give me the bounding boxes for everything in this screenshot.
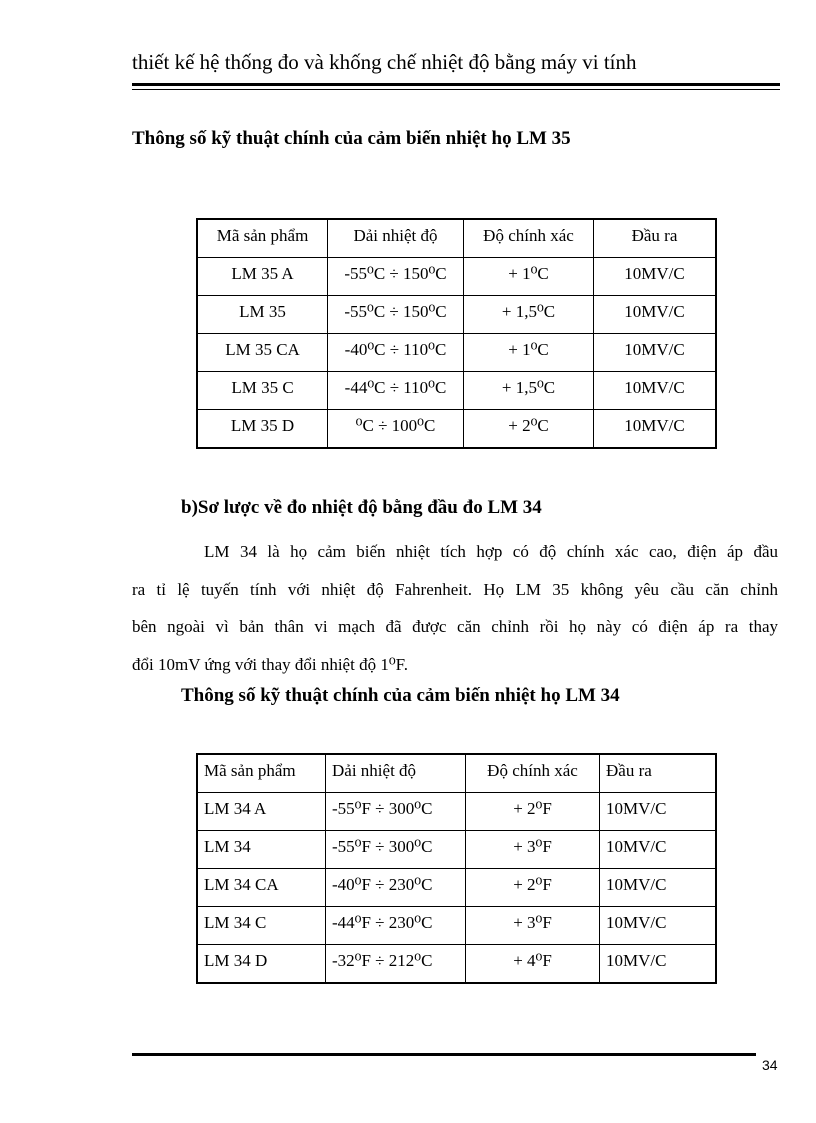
table-cell: 10MV/C [600, 793, 716, 831]
table-row [198, 869, 716, 907]
table-cell: 10MV/C [600, 907, 716, 945]
paragraph-line: đổi 10mV ứng với thay đổi nhiệt độ 1⁰F. [132, 654, 408, 674]
table-row [198, 296, 716, 334]
table-cell: + 3⁰F [466, 831, 600, 869]
table-cell: LM 35 CA [198, 334, 328, 372]
paragraph-line: ra tỉ lệ tuyến tính với nhiệt độ Fahrenheit. Họ LM 35 không yêu cầu căn chỉnh [132, 579, 778, 599]
table-cell: + 2⁰C [464, 410, 594, 448]
table-cell: 10MV/C [594, 296, 716, 334]
column-header: Mã sản phẩm [198, 220, 328, 258]
paragraph-line: bên ngoài vì bản thân vi mạch đã được căn chỉnh rồi họ này có điện áp ra thay [132, 617, 778, 636]
table-cell: 10MV/C [600, 945, 716, 983]
table-cell: LM 34 A [198, 793, 326, 831]
lm34-spec-table [197, 754, 716, 983]
table-header-row [198, 220, 716, 258]
table-cell: 10MV/C [594, 334, 716, 372]
table-cell: + 3⁰F [466, 907, 600, 945]
table-cell: LM 34 CA [198, 869, 326, 907]
table-cell: -44⁰C ÷ 110⁰C [328, 372, 464, 410]
column-header: Mã sản phẩm [198, 755, 326, 793]
table-row [198, 907, 716, 945]
column-header: Đầu ra [594, 220, 716, 258]
table-cell: + 2⁰F [466, 793, 600, 831]
lm34-table-heading: Thông số kỹ thuật chính của cảm biến nhiệt họ LM 34 [181, 685, 620, 706]
table-cell: -55⁰F ÷ 300⁰C [326, 793, 466, 831]
section-b-heading: b)Sơ lược về đo nhiệt độ bằng đầu đo LM 34 [181, 497, 542, 518]
table-cell: -32⁰F ÷ 212⁰C [326, 945, 466, 983]
table-cell: -55⁰C ÷ 150⁰C [328, 258, 464, 296]
table-cell: 10MV/C [594, 372, 716, 410]
table-cell: + 1⁰C [464, 334, 594, 372]
paragraph-line: LM 34 là họ cảm biến nhiệt tích hợp có độ chính xác cao, điện áp đầu [204, 542, 778, 561]
table-row [198, 945, 716, 983]
table-cell: 10MV/C [594, 410, 716, 448]
table-cell: 10MV/C [600, 831, 716, 869]
table-cell: + 1⁰C [464, 258, 594, 296]
table-cell: ⁰C ÷ 100⁰C [328, 410, 464, 448]
header-rule-thick [132, 83, 780, 86]
table-cell: LM 35 D [198, 410, 328, 448]
table-cell: -40⁰F ÷ 230⁰C [326, 869, 466, 907]
table-cell: + 2⁰F [466, 869, 600, 907]
table-cell: LM 34 [198, 831, 326, 869]
table-cell: -44⁰F ÷ 230⁰C [326, 907, 466, 945]
table-cell: LM 34 D [198, 945, 326, 983]
table-row [198, 258, 716, 296]
column-header: Dải nhiệt độ [328, 220, 464, 258]
table-cell: LM 34 C [198, 907, 326, 945]
table-cell: + 4⁰F [466, 945, 600, 983]
table-header-row [198, 755, 716, 793]
table-cell: + 1,5⁰C [464, 296, 594, 334]
lm35-table-heading: Thông số kỹ thuật chính của cảm biến nhiệt họ LM 35 [132, 128, 571, 149]
section-b-paragraph [132, 533, 778, 683]
table-cell: -40⁰C ÷ 110⁰C [328, 334, 464, 372]
table-cell: LM 35 [198, 296, 328, 334]
footer-rule [132, 1053, 756, 1056]
table-row [198, 372, 716, 410]
page-number: 34 [762, 1057, 778, 1073]
table-row [198, 410, 716, 448]
lm35-spec-table [197, 219, 716, 448]
column-header: Đầu ra [600, 755, 716, 793]
table-cell: -55⁰F ÷ 300⁰C [326, 831, 466, 869]
table-row [198, 831, 716, 869]
table-cell: -55⁰C ÷ 150⁰C [328, 296, 464, 334]
column-header: Dải nhiệt độ [326, 755, 466, 793]
header-rule-thin [132, 89, 780, 90]
table-cell: 10MV/C [600, 869, 716, 907]
table-row [198, 334, 716, 372]
column-header: Độ chính xác [466, 755, 600, 793]
column-header: Độ chính xác [464, 220, 594, 258]
table-cell: + 1,5⁰C [464, 372, 594, 410]
table-cell: 10MV/C [594, 258, 716, 296]
table-cell: LM 35 C [198, 372, 328, 410]
table-cell: LM 35 A [198, 258, 328, 296]
table-row [198, 793, 716, 831]
header-title: thiết kế hệ thống đo và khống chế nhiệt độ bằng máy vi tính [132, 50, 637, 74]
